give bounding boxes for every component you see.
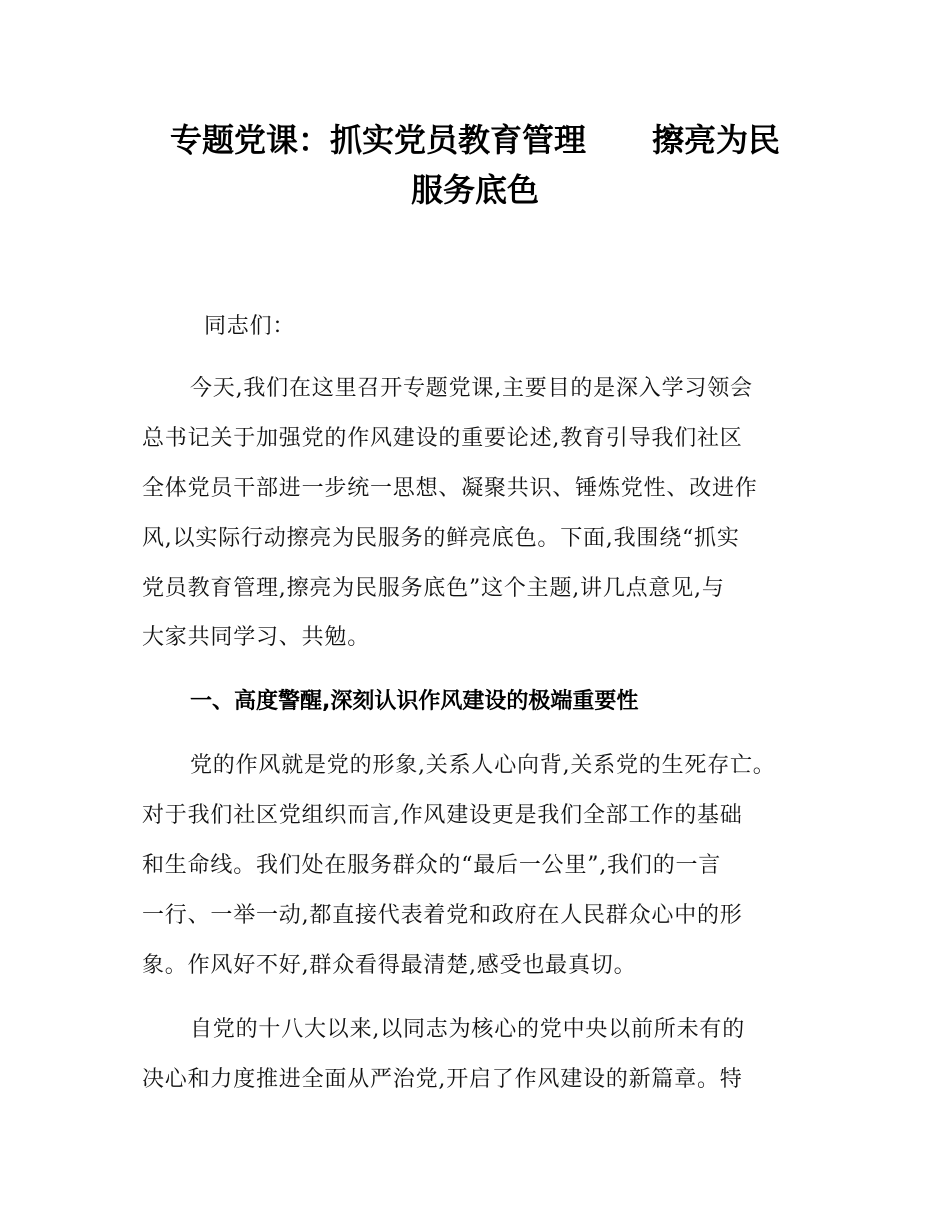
section-heading-1: 一、高度警醒,深刻认识作风建设的极端重要性	[190, 689, 639, 714]
document-title-line-2: 服务底色	[410, 171, 539, 209]
paragraph-2-line-5: 象。作风好不好,群众看得最清楚,感受也最真切。	[142, 953, 637, 978]
paragraph-1-line-5: 党员教育管理,擦亮为民服务底色”这个主题,讲几点意见,与	[142, 576, 725, 601]
document-title-line-1	[0, 118, 950, 162]
paragraph-1-line-3: 全体党员干部进一步统一思想、凝聚共识、锤炼党性、改进作	[142, 476, 758, 501]
paragraph-1-line-4: 风,以实际行动擦亮为民服务的鲜亮底色。下面,我围绕“抓实	[142, 526, 740, 551]
paragraph-2-line-1: 党的作风就是党的形象,关系人心向背,关系党的生死存亡。	[190, 753, 776, 778]
paragraph-3-line-2: 决心和力度推进全面从严治党,开启了作风建设的新篇章。特	[142, 1067, 743, 1092]
title-part-1: 专题党课：抓实党员教育管理	[169, 121, 586, 159]
title-part-2: 擦亮为民	[652, 121, 781, 159]
paragraph-1-line-1: 今天,我们在这里召开专题党课,主要目的是深入学习领会	[190, 376, 753, 401]
salutation: 同志们：	[204, 314, 296, 339]
paragraph-2-line-3: 和生命线。我们处在服务群众的“最后一公里”,我们的一言	[142, 853, 722, 878]
paragraph-2-line-4: 一行、一举一动,都直接代表着党和政府在人民群众心中的形	[142, 903, 743, 928]
paragraph-1-line-2: 总书记关于加强党的作风建设的重要论述,教育引导我们社区	[142, 426, 743, 451]
paragraph-3-line-1: 自党的十八大以来,以同志为核心的党中央以前所未有的	[190, 1017, 745, 1042]
paragraph-1-line-6: 大家共同学习、共勉。	[142, 625, 371, 650]
paragraph-2-line-2: 对于我们社区党组织而言,作风建设更是我们全部工作的基础	[142, 803, 743, 828]
